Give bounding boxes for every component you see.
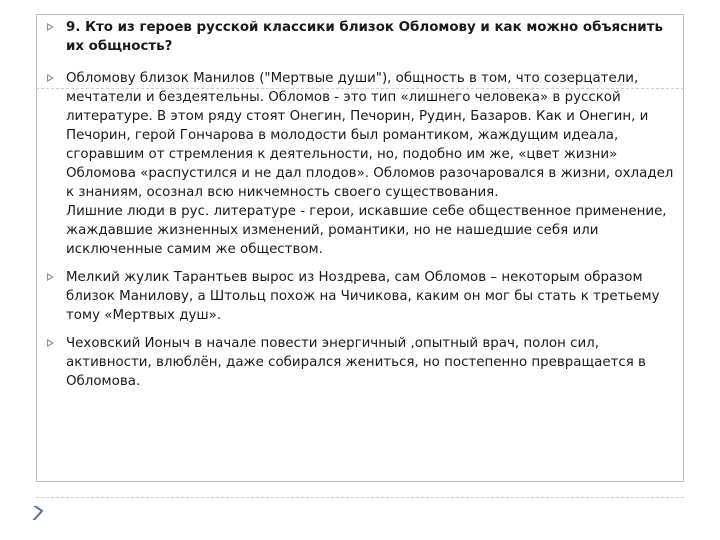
question-text: 9. Кто из героев русской классики близок Обломову и как можно объяснить их общность? xyxy=(66,20,668,54)
slide-nav-arrow-icon[interactable] xyxy=(26,506,48,520)
answer-ionych-text: Чеховский Ионыч в начале повести энергичный ,опытный врач, полон сил, активности, влюблён, даже собирался жениться, но постепенно превращается в Обломова. xyxy=(66,336,651,389)
list-item-question xyxy=(44,18,680,56)
separator-dashed-bottom xyxy=(36,497,684,498)
answer-tarantyev-text: Мелкий жулик Тарантьев вырос из Ноздрева, сам Обломов – некоторым образом близок Манилову, а Штольц похож на Чичикова, каким он мог бы стать к третьему тому «Мертвых душ». xyxy=(66,270,664,323)
triangle-bullet-icon xyxy=(47,74,54,82)
triangle-bullet-icon xyxy=(47,273,54,281)
list-item-answer-ionych xyxy=(44,334,680,391)
triangle-bullet-icon xyxy=(47,339,54,347)
triangle-bullet-icon xyxy=(47,23,54,31)
answer-manilov-text: Обломову близок Манилов ("Мертвые души"), общность в том, что созерцатели, мечтатели и бездеятельны. Обломов - это тип «лишнего человека» в русской литературе. В этом ряду стоят Онегин, Печорин, Рудин, Базаров. Как и Онегин, и Печорин, герой Гончарова в молодости был романтиком, жаждущим идеала, сгоравшим от стремления к деятельности, но, подобно им же, «цвет жизни» Обломова «распустился и не дал плодов». Обломов разочаровался в жизни, охладел к знаниям, осознал всю никчемность своего существования. Лишние люди в рус. литературе - герои, искавшие себе общественное применение, жаждавшие жизненных изменений, романтики, но не нашедшие себя или исключенные самим же обществом. xyxy=(66,71,674,257)
bullet-list xyxy=(44,18,680,391)
list-item-answer-tarantyev xyxy=(44,268,680,325)
list-item-answer-manilov xyxy=(44,69,680,259)
